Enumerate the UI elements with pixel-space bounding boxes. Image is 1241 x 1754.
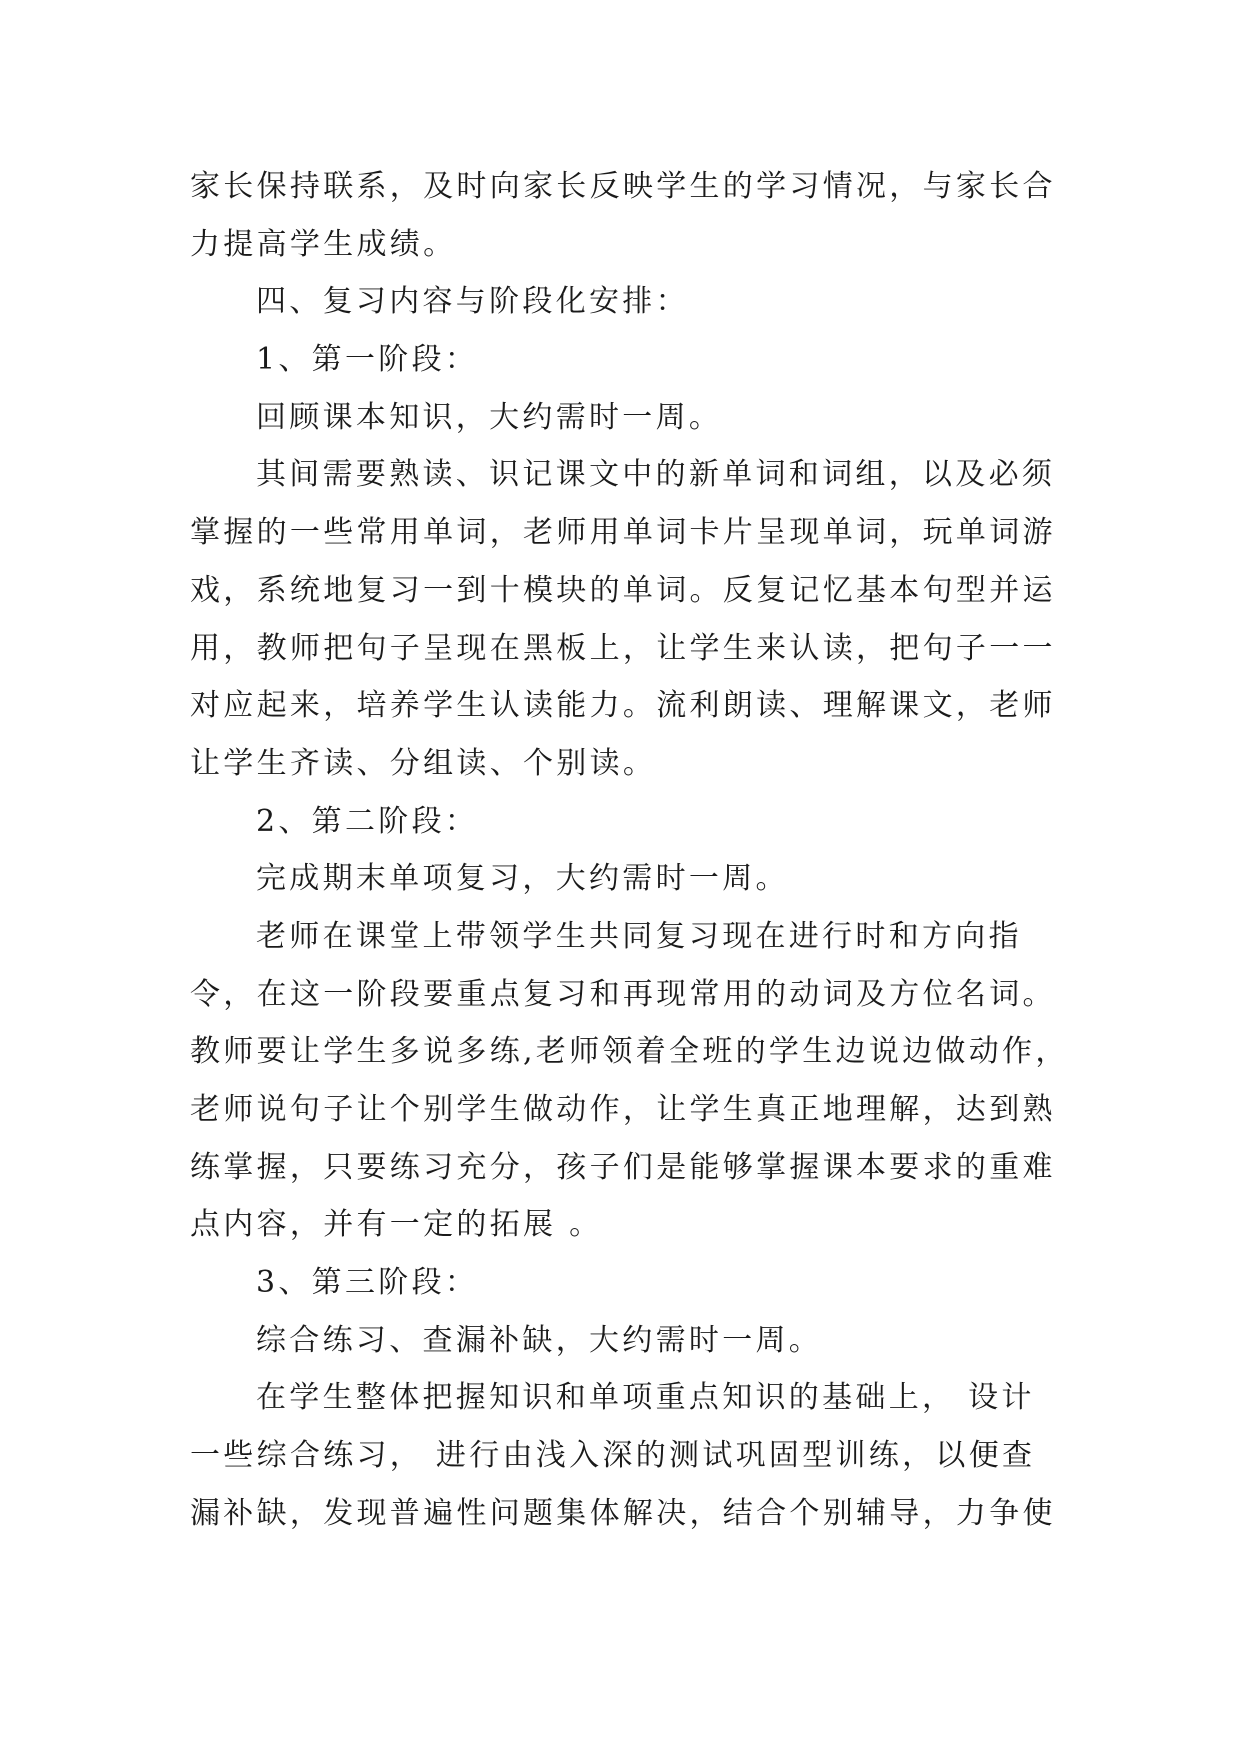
- text-line: 一些综合练习， 进行由浅入深的测试巩固型训练，以便查: [190, 1438, 1036, 1474]
- text-line: 在学生整体把握知识和单项重点知识的基础上， 设计: [256, 1380, 1035, 1416]
- stage-heading: 3、第三阶段：: [256, 1265, 479, 1301]
- text-line: 令，在这一阶段要重点复习和再现常用的动词及方位名词。: [190, 976, 1056, 1012]
- text-line: 练掌握，只要练习充分，孩子们是能够掌握课本要求的重难: [190, 1149, 1056, 1185]
- text-line: 力提高学生成绩。: [190, 226, 457, 262]
- text-line: 教师要让学生多说多练,老师领着全班的学生边说边做动作，: [190, 1034, 1069, 1070]
- text-line: 点内容，并有一定的拓展 。: [190, 1207, 603, 1243]
- text-line: 戏，系统地复习一到十模块的单词。反复记忆基本句型并运: [190, 572, 1056, 608]
- text-line: 让学生齐读、分组读、个别读。: [190, 745, 657, 781]
- document-body: [190, 158, 1069, 1543]
- text-line: 对应起来，培养学生认读能力。流利朗读、理解课文，老师: [190, 688, 1056, 724]
- text-line: 老师在课堂上带领学生共同复习现在进行时和方向指: [256, 918, 1022, 954]
- stage-heading: 1、第一阶段：: [256, 342, 479, 378]
- text-line: 回顾课本知识，大约需时一周。: [256, 399, 723, 435]
- stage-heading: 2、第二阶段：: [256, 803, 479, 839]
- text-line: 用，教师把句子呈现在黑板上，让学生来认读，把句子一一: [190, 630, 1056, 666]
- text-line: 掌握的一些常用单词，老师用单词卡片呈现单词，玩单词游: [190, 515, 1056, 551]
- text-line: 老师说句子让个别学生做动作，让学生真正地理解，达到熟: [190, 1092, 1056, 1127]
- text-line: 其间需要熟读、识记课文中的新单词和词组，以及必须: [256, 457, 1056, 493]
- text-line: 综合练习、查漏补缺，大约需时一周。: [256, 1322, 823, 1358]
- text-line: 家长保持联系，及时向家长反映学生的学习情况，与家长合: [190, 169, 1056, 204]
- text-line: 漏补缺，发现普遍性问题集体解决，结合个别辅导，力争使: [190, 1495, 1056, 1531]
- section-heading: 四、复习内容与阶段化安排：: [256, 284, 689, 320]
- text-line: 完成期末单项复习，大约需时一周。: [256, 861, 789, 897]
